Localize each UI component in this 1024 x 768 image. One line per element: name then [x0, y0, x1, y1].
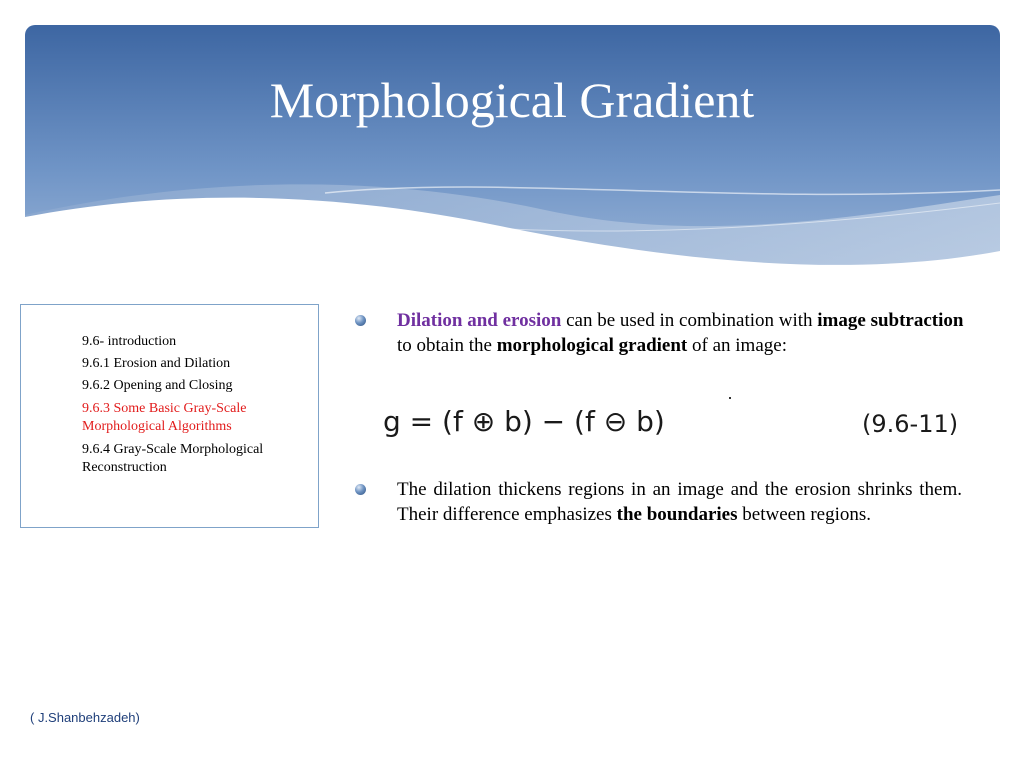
- toc-item[interactable]: 9.6- introduction: [82, 334, 177, 349]
- bullet-1-text-part: to obtain the: [397, 335, 497, 356]
- bullet-1-text: [397, 308, 965, 358]
- toc-panel: [20, 304, 319, 528]
- bullet-sphere-icon: [355, 484, 366, 495]
- toc-item-active[interactable]: 9.6.3 Some Basic Gray-Scale Morphological Algorithms: [82, 401, 247, 434]
- bullet-1-text-part: of an image:: [687, 335, 787, 356]
- stray-dot: [729, 397, 731, 399]
- formula-expression: g = (f ⊕ b) − (f ⊖ b): [383, 405, 665, 438]
- bullet-2-bold-term: the boundaries: [616, 504, 738, 525]
- toc-item[interactable]: 9.6.2 Opening and Closing: [82, 378, 233, 393]
- bullet-2-text-part: between regions.: [737, 504, 871, 525]
- header-banner: [25, 25, 1000, 285]
- bullet-1-bold-term: morphological gradient: [496, 335, 688, 356]
- bullet-1-bold-term: image subtraction: [817, 310, 964, 331]
- toc-item[interactable]: 9.6.1 Erosion and Dilation: [82, 356, 231, 371]
- bullet-2-text-part: The dilation thickens regions in an image and the erosion shrinks them. Their difference emphasizes: [397, 479, 962, 525]
- slide-title: Morphological Gradient: [269, 72, 755, 128]
- bullet-1-highlight: Dilation and erosion: [397, 310, 562, 331]
- bullet-1-text-part: can be used in combination with: [561, 310, 818, 331]
- bullet-sphere-icon: [355, 315, 366, 326]
- footer-credit: ( J.Shanbehzadeh): [30, 710, 140, 725]
- toc-item[interactable]: 9.6.4 Gray-Scale Morphological Reconstruction: [82, 442, 264, 475]
- bullet-2-text: [397, 477, 962, 527]
- equation-number: (9.6-11): [862, 410, 959, 438]
